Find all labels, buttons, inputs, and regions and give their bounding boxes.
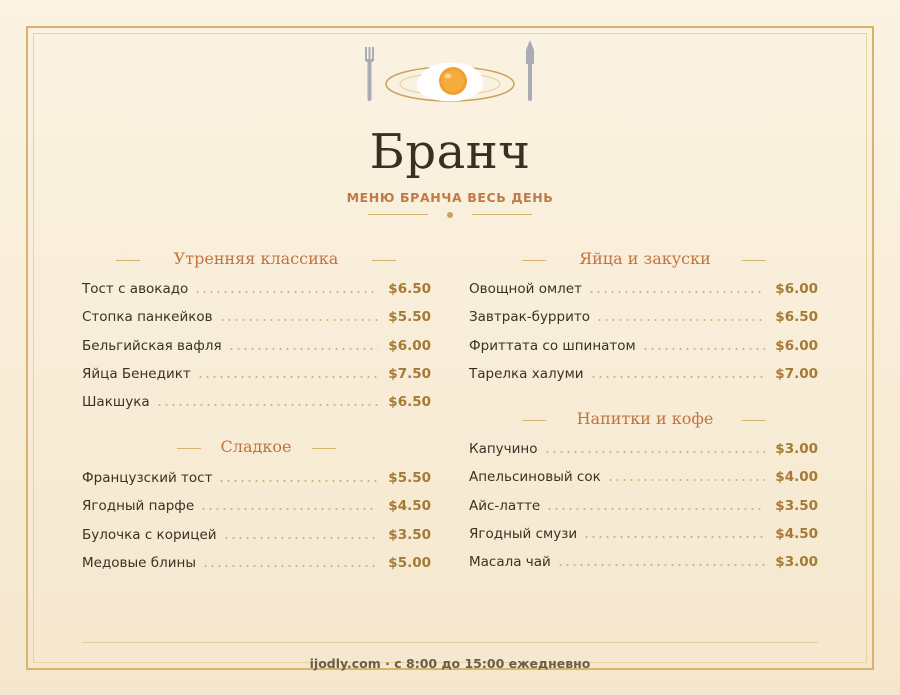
section-title-drinks: Напитки и кофе [576, 409, 714, 428]
section-title-morning: Утренняя классика [173, 249, 339, 268]
menu-item-leader-dots [228, 348, 378, 350]
menu-item [469, 335, 818, 357]
menu-item-price: $3.50 [388, 527, 431, 543]
menu-item [469, 306, 818, 328]
menu-item-price: $3.50 [775, 498, 818, 514]
menu-item-price: $7.50 [388, 366, 431, 382]
menu-item-price: $5.00 [388, 555, 431, 571]
menu-item-price: $3.00 [775, 441, 818, 457]
menu-item [469, 278, 818, 300]
menu-item-leader-dots [583, 536, 765, 538]
section-ornament-right [742, 420, 766, 421]
menu-item-price: $6.00 [775, 338, 818, 354]
section-ornament-right [312, 448, 336, 449]
menu-item [82, 278, 431, 300]
menu-item-leader-dots [197, 376, 378, 378]
menu-item-price: $6.00 [775, 281, 818, 297]
menu-item-leader-dots [588, 291, 765, 293]
menu-item [469, 551, 818, 573]
menu-item-leader-dots [544, 451, 765, 453]
section-title-sweet: Сладкое [220, 437, 292, 456]
page-title: Бранч [369, 124, 531, 180]
menu-item-name: Яйца Бенедикт [82, 366, 191, 382]
header-divider-right [472, 214, 532, 215]
menu-item-price: $7.00 [775, 366, 818, 382]
menu-item [82, 524, 431, 546]
menu-item-price: $5.50 [388, 470, 431, 486]
section-ornament-left [116, 260, 140, 261]
section-ornament-left [522, 260, 546, 261]
fried-egg-plate-icon [386, 63, 514, 101]
section-ornament-right [372, 260, 396, 261]
fork-icon [365, 47, 374, 101]
menu-item [469, 363, 818, 385]
menu-item-name: Французский тост [82, 470, 213, 486]
page-subtitle: МЕНЮ БРАНЧА ВЕСЬ ДЕНЬ [346, 190, 554, 205]
menu-item-name: Масала чай [469, 554, 551, 570]
menu-item-name: Апельсиновый сок [469, 469, 601, 485]
menu-item [82, 552, 431, 574]
menu-item-name: Капучино [469, 441, 538, 457]
menu-item-leader-dots [557, 564, 765, 566]
menu-item [82, 467, 431, 489]
menu-item-leader-dots [546, 508, 765, 510]
menu-item-price: $4.50 [775, 526, 818, 542]
menu-item-leader-dots [219, 319, 378, 321]
menu-item [82, 335, 431, 357]
menu-item [82, 391, 431, 413]
menu-item [82, 495, 431, 517]
menu-item [82, 306, 431, 328]
header-divider-left [368, 214, 428, 215]
menu-item-leader-dots [156, 404, 378, 406]
menu-item-name: Тарелка халуми [469, 366, 584, 382]
menu-item-name: Шакшука [82, 394, 150, 410]
menu-item-name: Медовые блины [82, 555, 196, 571]
menu-item-leader-dots [194, 291, 378, 293]
menu-item-price: $6.50 [388, 281, 431, 297]
menu-item-name: Овощной омлет [469, 281, 582, 297]
footer-divider [82, 642, 818, 643]
menu-item-leader-dots [607, 479, 765, 481]
menu-item-name: Завтрак-буррито [469, 309, 590, 325]
menu-item-name: Айс-латте [469, 498, 541, 514]
menu-item-leader-dots [223, 537, 378, 539]
menu-item [82, 363, 431, 385]
menu-item-leader-dots [200, 508, 378, 510]
section-ornament-left [177, 448, 201, 449]
menu-item [469, 466, 818, 488]
menu-item-price: $4.00 [775, 469, 818, 485]
section-title-eggs: Яйца и закуски [579, 249, 711, 268]
menu-item-price: $5.50 [388, 309, 431, 325]
section-ornament-left [522, 420, 546, 421]
header-divider-dot [447, 212, 453, 218]
menu-item-name: Бельгийская вафля [82, 338, 222, 354]
menu-item-price: $6.00 [388, 338, 431, 354]
menu-item-price: $6.50 [388, 394, 431, 410]
menu-item-price: $3.00 [775, 554, 818, 570]
menu-item-price: $6.50 [775, 309, 818, 325]
menu-item-name: Булочка с корицей [82, 527, 217, 543]
menu-item-leader-dots [642, 348, 765, 350]
menu-item-name: Фриттата со шпинатом [469, 338, 636, 354]
menu-item-leader-dots [218, 480, 378, 482]
menu-item-leader-dots [596, 319, 765, 321]
menu-item-leader-dots [202, 565, 378, 567]
knife-icon [526, 40, 534, 101]
menu-item [469, 495, 818, 517]
menu-item [469, 438, 818, 460]
section-ornament-right [742, 260, 766, 261]
menu-item-name: Стопка панкейков [82, 309, 213, 325]
brunch-emblem [355, 38, 545, 108]
footer-text: ijodly.com · с 8:00 до 15:00 ежедневно [309, 656, 591, 671]
menu-item-name: Ягодный смузи [469, 526, 578, 542]
menu-item [469, 523, 818, 545]
menu-item-name: Ягодный парфе [82, 498, 195, 514]
menu-item-name: Тост с авокадо [82, 281, 189, 297]
menu-item-price: $4.50 [388, 498, 431, 514]
menu-item-leader-dots [590, 376, 765, 378]
